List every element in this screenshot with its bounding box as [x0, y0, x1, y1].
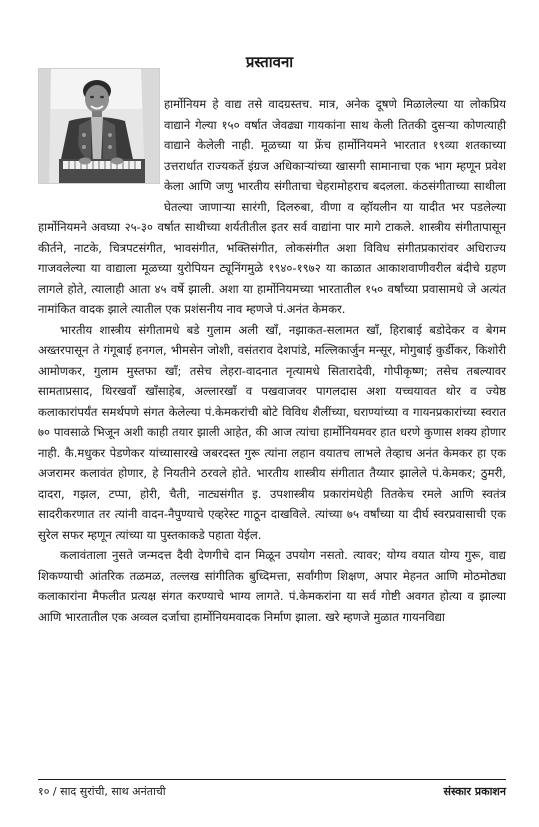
page-title: प्रस्तावना	[245, 53, 294, 71]
paragraph-2: भारतीय शास्त्रीय संगीतामधे बडे गुलाम अली खाँ, नझाकत-सलामत खाँ, हिराबाई बडोदेकर व बेगम अख्तरपासून ते गंगूबाई हनगल, भीमसेन जोशी, वसंतराव देशपांडे, मल्लिकार्जुन मन्सूर, मोगुबाई कुर्डीकर, किशोरी आमोणकर, गुलाम मुस्तफा खाँ; तसेच लेहरा-वादनात नृत्यामधे सितारादेवी, गोपीकृष्ण; तसेच तबल्यावर सामताप्रसाद, थिरखवाँ खाँसाहेब, अल्लारखाँ व पखवाजवर पागलदास अशा यच्चयावत थोर व ज्येष्ठ कलाकारांपर्यंत समर्थपणे संगत केलेल्या पं.केमकरांची बोटे विविध शैलींच्या, घराण्यांच्या व गायनप्रकारांच्या स्वरात ७० पावसाळे भिजून अशी काही तयार झाली आहेत, की आज त्यांचा हार्मोनियमवर हात धरणे कुणास शक्य होणार नाही. कै.मधुकर पेडणेकर यांच्यासारखे जबरदस्त गुरू त्यांना लहान वयातच लाभले तेव्हाच अनंत केमकर हा एक अजरामर कलावंत होणार, हे नियतीने ठरवले होते. भारतीय शास्त्रीय संगीतात तैय्यार झालेले पं.केमकर; ठुमरी, दादरा, गझल, टप्पा, होरी, चैती, नाट्यसंगीत इ. उपशास्त्रीय प्रकारांमधेही तितकेच रमले आणि स्वतंत्र सादरीकरणात तर त्यांनी वादन-नैपुण्याचे एव्हरेस्ट गाठून दाखविले. त्यांच्या ७५ वर्षांच्या या दीर्घ स्वरप्रवासाची एक सुरेल सफर म्हणून त्यांच्या या पुस्तकाकडे पहाता येईल.	[38, 322, 506, 542]
paragraph-3: कलावंताला नुसते जन्मदत्त दैवी देणगीचे दान मिळून उपयोग नसतो. त्यावर; योग्य वयात योग्य गुरू, वाद्य शिकण्याची आंतरिक तळमळ, तल्लख सांगीतिक बुध्दिमत्ता, सर्वांगीण शिक्षण, अपार मेहनत आणि मोठमोठ्या कलाकारांना मैफलीत प्रत्यक्ष संगत करण्याचे भाग्य लागते. पं.केमकरांना या सर्व गोष्टी अवगत होत्या व झाल्या आणि भारतातील एक अव्वल दर्जाचा हार्मोनियमवादक निर्माण झाला. खरे म्हणजे मुळात गायनविद्या	[38, 548, 506, 624]
photo-spacer	[38, 94, 164, 212]
preface-body	[38, 94, 506, 627]
footer-divider	[38, 779, 506, 780]
footer-page-number-and-book-title: १० / साद सुरांची, साथ अनंताची	[38, 785, 166, 798]
footer-publisher: संस्कार प्रकाशन	[443, 785, 506, 798]
paragraph-1: हार्मोनियम हे वाद्य तसे वादग्रस्तच. मात्र, अनेक दूषणे मिळालेल्या या लोकप्रिय वाद्याने गेल्या १५० वर्षात जेवढ्या गायकांना साथ केली तितकी दुसऱ्या कोणत्याही वाद्याने केलेली नाही. मूळच्या या फ्रेंच हार्मोनियमने भारतात १९व्या शतकाच्या उत्तरार्धात राज्यकर्ते इंग्रज अधिकाऱ्यांच्या खासगी सामानाचा एक भाग म्हणून प्रवेश केला आणि जणु भारतीय संगीताचा चेहरामोहराच बदलला. कंठसंगीताच्या साथीला घेतल्या जाणाऱ्या सारंगी, दिलरुबा, वीणा व व्हॉयलीन या यादीत भर पडलेल्या हार्मोनियमने अवघ्या २५-३० वर्षात साथीच्या शर्यतीतील इतर सर्व वाद्यांना पार मागे टाकले. शास्त्रीय संगीतापासून कीर्तने, नाटके, चित्रपटसंगीत, भावसंगीत, भक्तिसंगीत, लोकसंगीत अशा विविध संगीतप्रकारांवर अधिराज्य गाजवलेल्या या वाद्याला मूळच्या युरोपियन ट्यूनिंगमुळे १९४०-१९७२ या काळात आकाशवाणीवरील बंदीचे ग्रहण लागले होते, त्यालाही आता ४५ वर्षे झाली. अशा या हार्मोनियमच्या भारतातील १५० वर्षांच्या प्रवासामधे जे अत्यंत नामांकित वादक झाले त्यातील एक प्रशंसनीय नाव म्हणजे पं.अनंत केमकर.	[38, 97, 506, 316]
